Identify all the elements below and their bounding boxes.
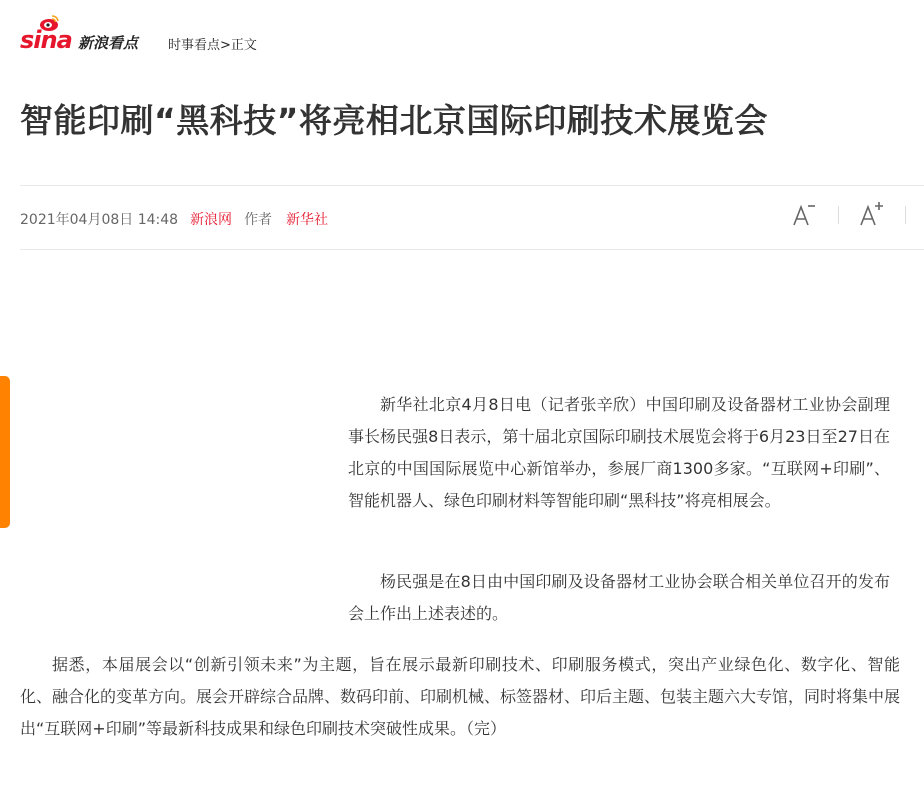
sina-kandian-logo[interactable] [20, 12, 160, 56]
breadcrumb-separator: > [220, 38, 231, 53]
article-paragraph: 新华社北京4月8日电（记者张辛欣）中国印刷及设备器材工业协会副理事长杨民强8日表示，第十届北京国际印刷技术展览会将于6月23日至27日在北京的中国国际展览中心新馆举办，参展厂商1300多家。“互联网+印刷”、智能机器人、绿色印刷材料等智能印刷“黑科技”将亮相展会。 [348, 395, 890, 510]
breadcrumb [168, 34, 257, 53]
site-header [20, 12, 900, 56]
divider [20, 185, 924, 186]
breadcrumb-item-current: 正文 [230, 38, 257, 53]
font-increase-button[interactable] [856, 200, 886, 232]
source-link[interactable]: 新浪网 [190, 212, 233, 228]
control-separator [838, 206, 839, 224]
author-label: 作者 [244, 212, 273, 228]
font-decrease-icon [789, 200, 819, 230]
author-link[interactable]: 新华社 [286, 212, 329, 228]
divider [20, 249, 924, 250]
kandian-logo-text: 新浪看点 [78, 34, 139, 52]
publish-date: 2021年04月08日 14:48 [20, 212, 179, 228]
article-paragraph: 杨民强是在8日由中国印刷及设备器材工业协会联合相关单位召开的发布会上作出上述表述的。 [348, 572, 890, 623]
font-increase-icon [856, 200, 886, 230]
article-title: 智能印刷“黑科技”将亮相北京国际印刷技术展览会 [20, 101, 768, 140]
article-meta [20, 209, 328, 229]
control-separator [905, 206, 906, 224]
article-paragraph: 据悉，本届展会以“创新引领未来”为主题，旨在展示最新印刷技术、印刷服务模式，突出产业绿色化、数字化、智能化、融合化的变革方向。展会开辟综合品牌、数码印前、印刷机械、标签器材、印后主题、包装主题六大专馆，同时将集中展出“互联网+印刷”等最新科技成果和绿色印刷技术突破性成果。（完） [20, 655, 901, 738]
breadcrumb-item-news[interactable]: 时事看点 [168, 38, 221, 53]
side-feedback-tab[interactable] [0, 376, 10, 528]
sina-logo-text: sina [20, 26, 72, 54]
font-decrease-button[interactable] [789, 200, 819, 232]
